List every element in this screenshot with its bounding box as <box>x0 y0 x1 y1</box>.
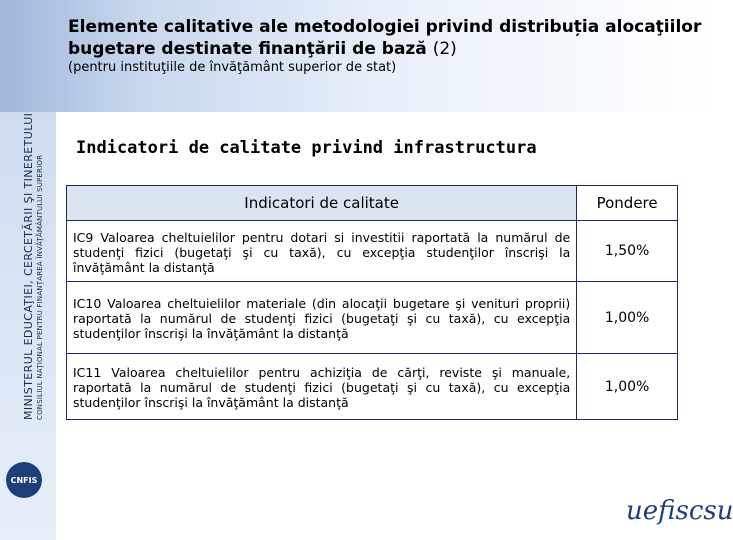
indicator-weight: 1,00% <box>577 282 678 354</box>
cnfis-logo-text: CNFIS <box>10 475 38 485</box>
table-row <box>67 354 678 420</box>
ministry-label: MINISTERUL EDUCAŢIEI, CERCETĂRII ŞI TINERETULUI <box>22 112 35 420</box>
column-header-indicators: Indicatori de calitate <box>67 186 577 221</box>
council-label: CONSILIUL NAŢIONAL PENTRU FINANŢAREA ÎNVĂŢĂMÂNTULUI SUPERIOR <box>36 154 44 420</box>
column-header-weight: Pondere <box>577 186 678 221</box>
indicator-description: IC10 Valoarea cheltuielilor materiale (din alocaţii bugetare şi venituri proprii) raportată la numărul de studenţi fizici (bugetaţi şi cu taxă), cu excepţia studenţilor înscrişi la învăţământ la distanţă <box>67 282 577 354</box>
slide-title-text: Elemente calitative ale metodologiei privind distribuția alocaţiilor bugetare destinate finanţării de bază <box>68 17 702 59</box>
table-header-row <box>67 186 678 221</box>
slide-title <box>68 16 708 60</box>
table-row <box>67 282 678 354</box>
indicator-weight: 1,00% <box>577 354 678 420</box>
indicator-weight: 1,50% <box>577 221 678 282</box>
indicator-description: IC11 Valoarea cheltuielilor pentru achiziţia de cărţi, reviste şi manuale, raportată la numărul de studenţi fizici (bugetaţi şi cu taxă), cu excepţia studenţilor înscrişi la învăţământ la distanţă <box>67 354 577 420</box>
indicators-table <box>66 185 678 420</box>
uefiscsu-logo: uefiscsu <box>626 496 733 526</box>
section-title: Indicatori de calitate privind infrastructura <box>76 138 537 158</box>
table-row <box>67 221 678 282</box>
cnfis-logo <box>6 462 42 498</box>
slide-subtitle: (pentru instituţiile de învăţământ superior de stat) <box>68 60 397 75</box>
indicator-description: IC9 Valoarea cheltuielilor pentru dotari si investitii raportată la numărul de studenţi fizici (bugetaţi şi cu taxă), cu excepţia studenţilor înscrişi la învăţământ la distanţă <box>67 221 577 282</box>
slide-title-number: (2) <box>432 39 457 59</box>
